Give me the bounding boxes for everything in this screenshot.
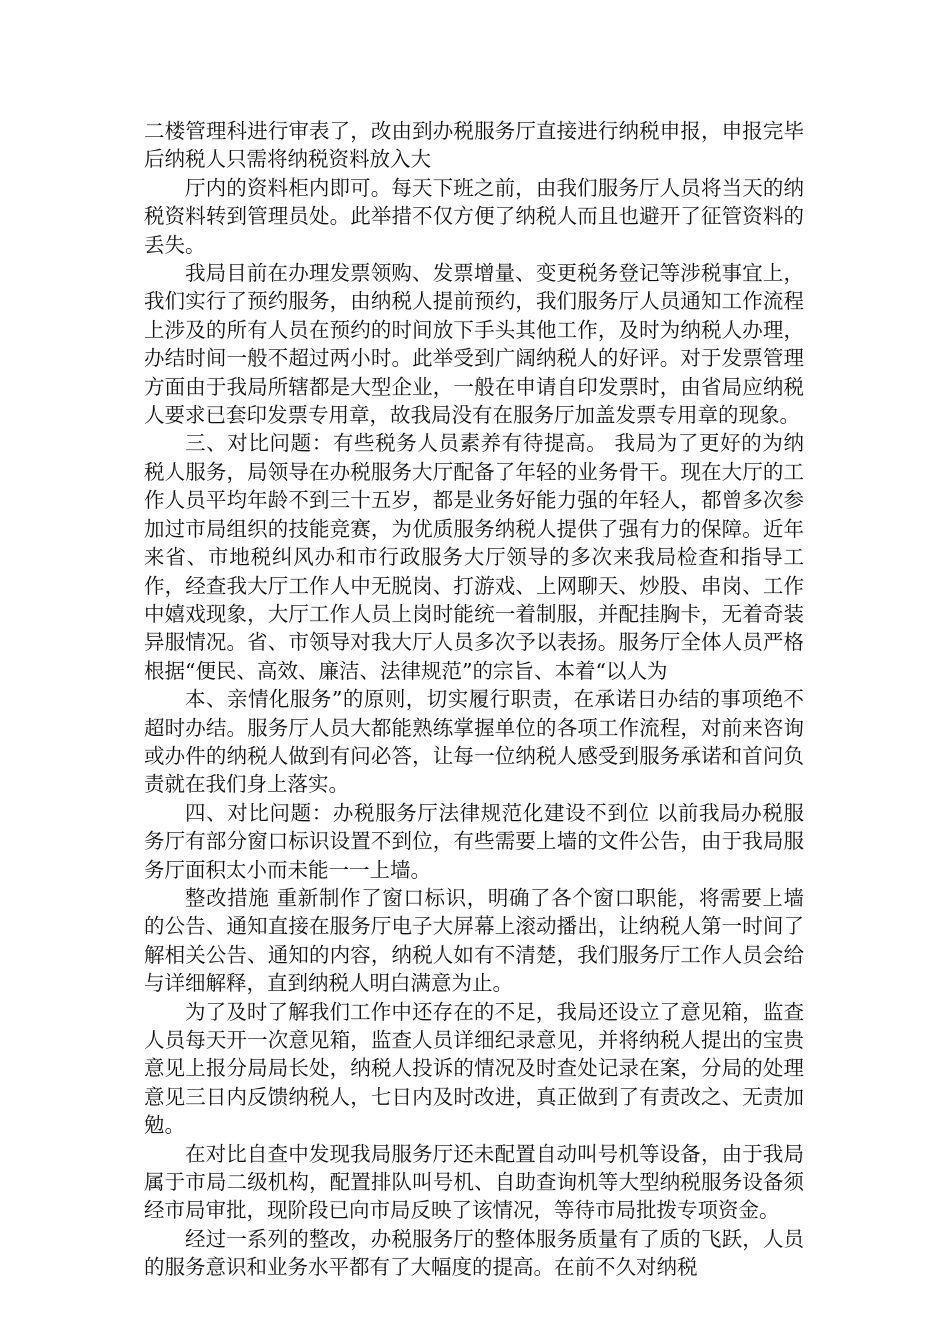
paragraph-3: 我局目前在办理发票领购、发票增量、变更税务登记等涉税事宜上，我们实行了预约服务，由纳税人提前预约，我们服务厅人员通知工作流程上涉及的所有人员在预约的时间放下手头其他工作，及时为纳税人办理，办结时间一般不超过两小时。此举受到广阔纳税人的好评。对于发票管理方面由于我局所辖都是大型企业，一般在申请自印发票时，由省局应纳税人要求已套印发票专用章，故我局没有在服务厅加盖发票专用章的现象。 xyxy=(144,261,804,428)
paragraph-7: 整改措施 重新制作了窗口标识，明确了各个窗口职能，将需要上墙的公告、通知直接在服务厅电子大屏幕上滚动播出，让纳税人第一时间了解相关公告、通知的内容，纳税人如有不清楚，我们服务厅工作人员会给与详细解释，直到纳税人明白满意为止。 xyxy=(144,885,804,996)
paragraph-9: 在对比自查中发现我局服务厅还未配置自动叫号机等设备，由于我局属于市局二级机构，配置排队叫号机、自助查询机等大型纳税服务设备须经市局审批，现阶段已向市局反映了该情况，等待市局批拨专项资金。 xyxy=(144,1141,804,1223)
paragraph-2: 厅内的资料柜内即可。每天下班之前，由我们服务厅人员将当天的纳税资料转到管理员处。此举措不仅方便了纳税人而且也避开了征管资料的丢失。 xyxy=(144,175,804,257)
paragraph-4: 三、对比问题：有些税务人员素养有待提高。 我局为了更好的为纳税人服务，局领导在办税服务大厅配备了年轻的业务骨干。现在大厅的工作人员平均年龄不到三十五岁，都是业务好能力强的年轻人，都曾多次参加过市局组织的技能竞赛，为优质服务纳税人提供了强有力的保障。近年来省、市地税纠风办和市行政服务大厅领导的多次来我局检查和指导工作，经查我大厅工作人中无脱岗、打游戏、上网聊天、炒股、串岗、工作中嬉戏现象，大厅工作人员上岗时能统一着制服，并配挂胸卡，无着奇装异服情况。省、市领导对我大厅人员多次予以表扬。服务厅全体人员严格根据“便民、高效、廉洁、法律规范”的宗旨、本着“以人为 xyxy=(144,431,804,683)
paragraph-5: 本、亲情化服务”的原则，切实履行职责，在承诺日办结的事项绝不超时办结。服务厅人员大都能熟练掌握单位的各项工作流程，对前来咨询或办件的纳税人做到有问必答，让每一位纳税人感受到服务承诺和首问负责就在我们身上落实。 xyxy=(144,687,804,797)
paragraph-1: 二楼管理科进行审表了，改由到办税服务厅直接进行纳税申报，申报完毕后纳税人只需将纳税资料放入大 xyxy=(144,119,804,172)
paragraph-6: 四、对比问题：办税服务厅法律规范化建设不到位 以前我局办税服务厅有部分窗口标识设置不到位，有些需要上墙的文件公告，由于我局服务厅面积太小而未能一一上墙。 xyxy=(144,800,804,882)
document-body xyxy=(144,117,804,1282)
paragraph-8: 为了及时了解我们工作中还存在的不足，我局还设立了意见箱，监查人员每天开一次意见箱，监查人员详细纪录意见，并将纳税人提出的宝贵意见上报分局局长处，纳税人投诉的情况及时查处记录在案，分局的处理意见三日内反馈纳税人，七日内及时改进，真正做到了有责改之、无责加勉。 xyxy=(144,999,804,1138)
paragraph-10: 经过一系列的整改，办税服务厅的整体服务质量有了质的飞跃，人员的服务意识和业务水平都有了大幅度的提高。在前不久对纳税 xyxy=(144,1226,804,1280)
